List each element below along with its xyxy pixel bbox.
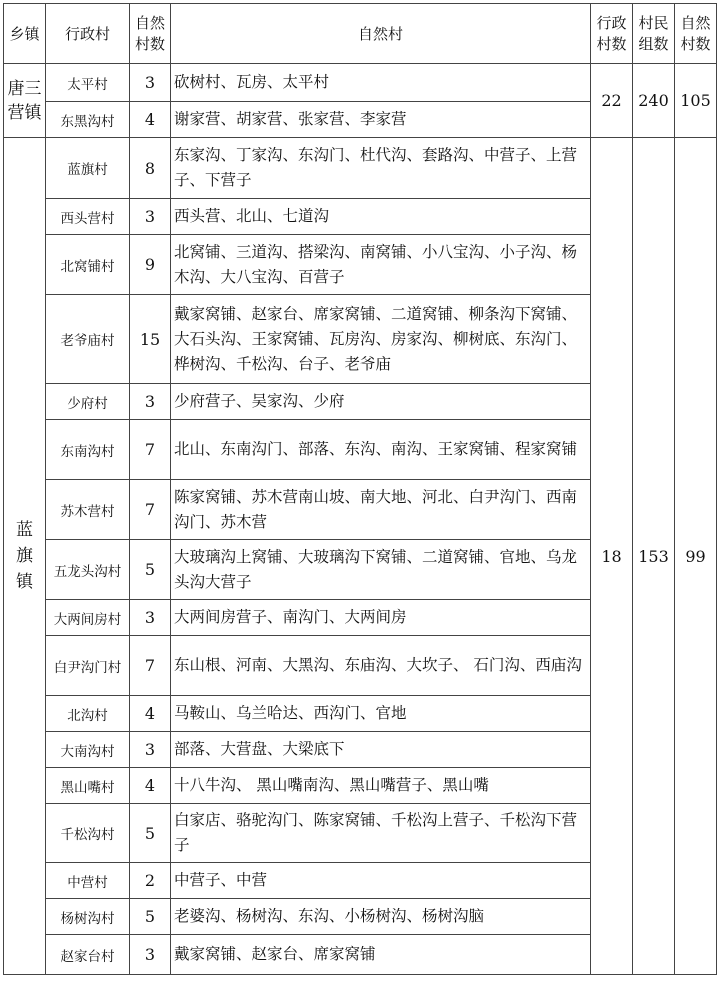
natural-village-list: 东山根、河南、大黑沟、东庙沟、大坎子、 石门沟、西庙沟: [171, 636, 591, 696]
natural-village-total: 99: [675, 138, 717, 975]
natural-village-list: 北山、东南沟门、部落、东沟、南沟、王家窝铺、程家窝铺: [171, 420, 591, 480]
natural-village-list: 老婆沟、杨树沟、东沟、小杨树沟、杨树沟脑: [171, 899, 591, 935]
township-name: 唐三营镇: [4, 64, 46, 138]
natural-village-list: 西头营、北山、七道沟: [171, 199, 591, 235]
admin-village-name: 杨树沟村: [46, 899, 130, 935]
natural-village-count: 3: [130, 732, 171, 768]
header-row: [4, 4, 717, 64]
natural-village-count: 5: [130, 540, 171, 600]
natural-village-list: 谢家营、胡家营、张家营、李家营: [171, 102, 591, 138]
natural-village-count: 7: [130, 636, 171, 696]
header-township: 乡镇: [4, 4, 46, 64]
natural-village-count: 5: [130, 804, 171, 863]
natural-village-count: 3: [130, 384, 171, 420]
natural-village-list: 大两间房营子、南沟门、大两间房: [171, 600, 591, 636]
header-villager-groups: 村民组数: [633, 4, 675, 64]
natural-village-list: 十八牛沟、 黑山嘴南沟、黑山嘴营子、黑山嘴: [171, 768, 591, 804]
admin-village-name: 五龙头沟村: [46, 540, 130, 600]
natural-village-count: 4: [130, 696, 171, 732]
natural-village-count: 7: [130, 480, 171, 540]
natural-village-count: 3: [130, 64, 171, 102]
header-natural-villages: 自然村: [171, 4, 591, 64]
natural-village-list: 白家店、骆驼沟门、陈家窝铺、千松沟上营子、千松沟下营子: [171, 804, 591, 863]
villager-groups-total: 240: [633, 64, 675, 138]
admin-village-name: 大南沟村: [46, 732, 130, 768]
admin-village-name: 东南沟村: [46, 420, 130, 480]
admin-village-name: 千松沟村: [46, 804, 130, 863]
natural-village-list: 部落、大营盘、大梁底下: [171, 732, 591, 768]
admin-village-name: 老爷庙村: [46, 295, 130, 384]
villager-groups-total: 153: [633, 138, 675, 975]
natural-village-list: 少府营子、吴家沟、少府: [171, 384, 591, 420]
header-admin-village: 行政村: [46, 4, 130, 64]
natural-village-list: 戴家窝铺、赵家台、席家窝铺、二道窝铺、柳条沟下窝铺、大石头沟、王家窝铺、瓦房沟、房家沟、柳树底、东沟门、桦树沟、千松沟、台子、老爷庙: [171, 295, 591, 384]
natural-village-count: 9: [130, 235, 171, 295]
natural-village-count: 5: [130, 899, 171, 935]
admin-village-name: 太平村: [46, 64, 130, 102]
table-row: [4, 138, 717, 199]
natural-village-list: 中营子、中营: [171, 863, 591, 899]
natural-village-list: 东家沟、丁家沟、东沟门、杜代沟、套路沟、中营子、上营子、下营子: [171, 138, 591, 199]
natural-village-count: 15: [130, 295, 171, 384]
natural-village-count: 8: [130, 138, 171, 199]
natural-village-count: 3: [130, 935, 171, 975]
natural-village-list: 大玻璃沟上窝铺、大玻璃沟下窝铺、二道窝铺、官地、乌龙头沟大营子: [171, 540, 591, 600]
header-natural-village-total: 自然村数: [675, 4, 717, 64]
admin-village-name: 北窝铺村: [46, 235, 130, 295]
admin-village-name: 中营村: [46, 863, 130, 899]
natural-village-count: 3: [130, 600, 171, 636]
admin-village-name: 白尹沟门村: [46, 636, 130, 696]
admin-village-name: 西头营村: [46, 199, 130, 235]
township-name: 蓝旗镇: [4, 138, 46, 975]
admin-village-name: 赵家台村: [46, 935, 130, 975]
table-row: [4, 64, 717, 102]
admin-village-name: 蓝旗村: [46, 138, 130, 199]
admin-village-name: 东黑沟村: [46, 102, 130, 138]
natural-village-list: 戴家窝铺、赵家台、席家窝铺: [171, 935, 591, 975]
admin-village-name: 黑山嘴村: [46, 768, 130, 804]
admin-village-total: 22: [591, 64, 633, 138]
natural-village-list: 砍树村、瓦房、太平村: [171, 64, 591, 102]
natural-village-list: 马鞍山、乌兰哈达、西沟门、官地: [171, 696, 591, 732]
admin-village-name: 苏木营村: [46, 480, 130, 540]
admin-village-total: 18: [591, 138, 633, 975]
natural-village-count: 2: [130, 863, 171, 899]
header-natural-village-count: 自然村数: [130, 4, 171, 64]
natural-village-total: 105: [675, 64, 717, 138]
natural-village-list: 陈家窝铺、苏木营南山坡、南大地、河北、白尹沟门、西南沟门、苏木营: [171, 480, 591, 540]
admin-village-name: 少府村: [46, 384, 130, 420]
natural-village-count: 7: [130, 420, 171, 480]
natural-village-list: 北窝铺、三道沟、搭梁沟、南窝铺、小八宝沟、小子沟、杨木沟、大八宝沟、百营子: [171, 235, 591, 295]
header-admin-village-total: 行政村数: [591, 4, 633, 64]
natural-village-count: 4: [130, 102, 171, 138]
admin-village-name: 大两间房村: [46, 600, 130, 636]
natural-village-count: 4: [130, 768, 171, 804]
village-table: [3, 3, 717, 975]
natural-village-count: 3: [130, 199, 171, 235]
admin-village-name: 北沟村: [46, 696, 130, 732]
